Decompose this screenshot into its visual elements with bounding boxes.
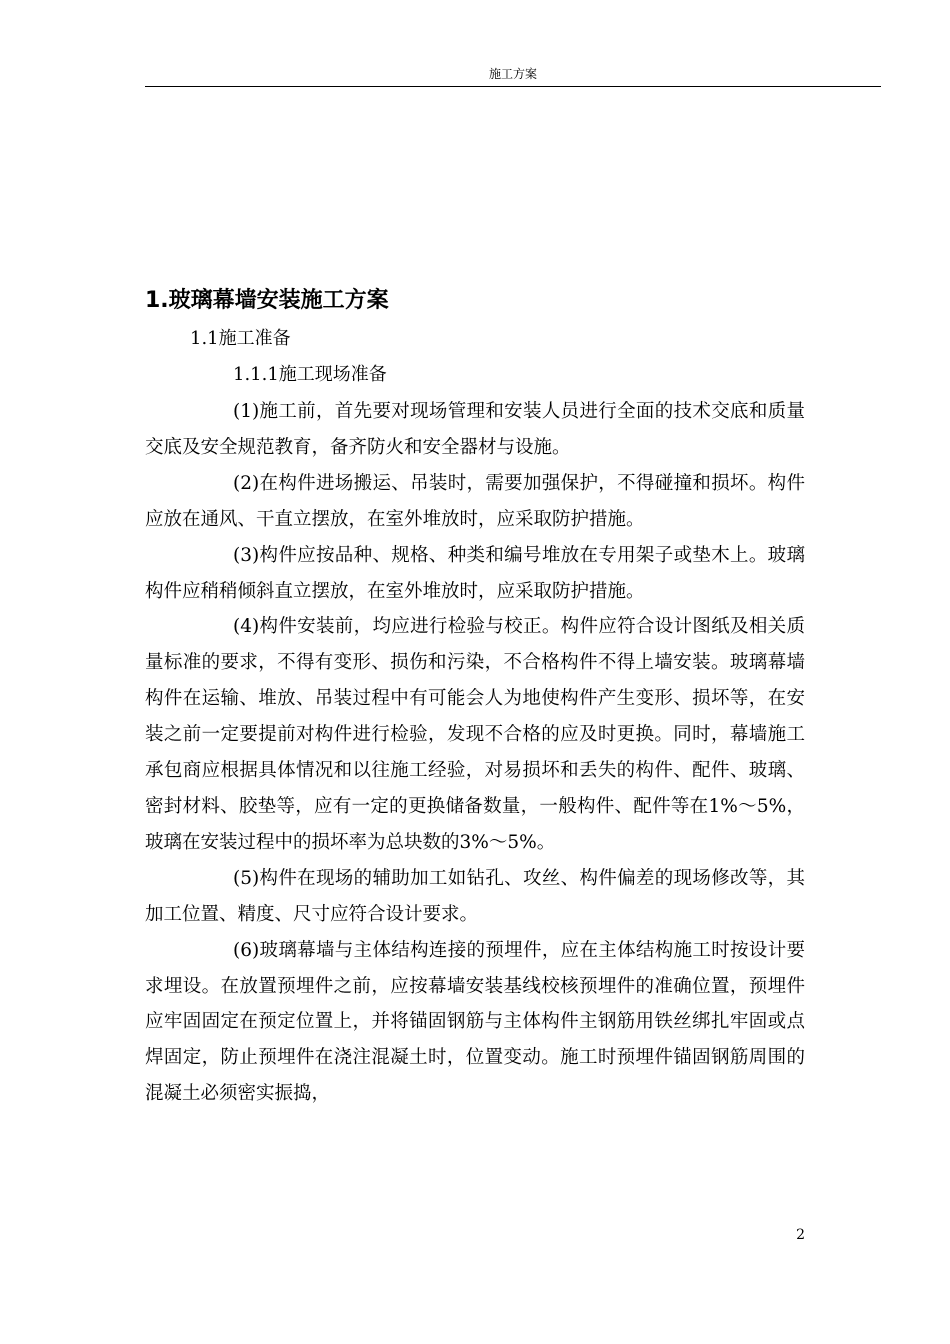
document-title: 1.玻璃幕墙安装施工方案	[145, 288, 389, 313]
body-text	[145, 394, 805, 1112]
subsection-heading: 1.1.1施工现场准备	[233, 364, 387, 385]
page-number: 2	[796, 1227, 805, 1243]
paragraph-3: (3)构件应按品种、规格、种类和编号堆放在专用架子或垫木上。玻璃构件应稍稍倾斜直立摆放，在室外堆放时，应采取防护措施。	[145, 544, 805, 602]
paragraph-1: (1)施工前，首先要对现场管理和安装人员进行全面的技术交底和质量交底及安全规范教育，备齐防火和安全器材与设施。	[145, 401, 805, 458]
paragraph-2: (2)在构件进场搬运、吊装时，需要加强保护，不得碰撞和损坏。构件应放在通风、干直立摆放，在室外堆放时，应采取防护措施。	[145, 472, 805, 530]
page-header: 施工方案	[488, 67, 537, 81]
header-rule	[145, 86, 881, 87]
paragraph-5: (5)构件在现场的辅助加工如钻孔、攻丝、构件偏差的现场修改等，其加工位置、精度、尺寸应符合设计要求。	[145, 867, 805, 925]
paragraph-4: (4)构件安装前，均应进行检验与校正。构件应符合设计图纸及相关质量标准的要求，不得有变形、损伤和污染，不合格构件不得上墙安装。玻璃幕墙构件在运输、堆放、吊装过程中有可能会人为地使构件产生变形、损坏等，在安装之前一定要提前对构件进行检验，发现不合格的应及时更换。同时，幕墙施工承包商应根据具体情况和以往施工经验，对易损坏和丢失的构件、配件、玻璃、密封材料、胶垫等，应有一定的更换储备数量，一般构件、配件等在1%～5%，玻璃在安装过程中的损坏率为总块数的3%～5%。	[145, 616, 805, 853]
paragraph-6: (6)玻璃幕墙与主体结构连接的预埋件，应在主体结构施工时按设计要求埋设。在放置预埋件之前，应按幕墙安装基线校核预埋件的准确位置，预埋件应牢固固定在预定位置上，并将锚固钢筋与主体构件主钢筋用铁丝绑扎牢固或点焊固定，防止预埋件在浇注混凝土时，位置变动。施工时预埋件锚固钢筋周围的混凝土必须密实振捣，	[145, 939, 805, 1105]
section-heading: 1.1施工准备	[190, 328, 291, 349]
